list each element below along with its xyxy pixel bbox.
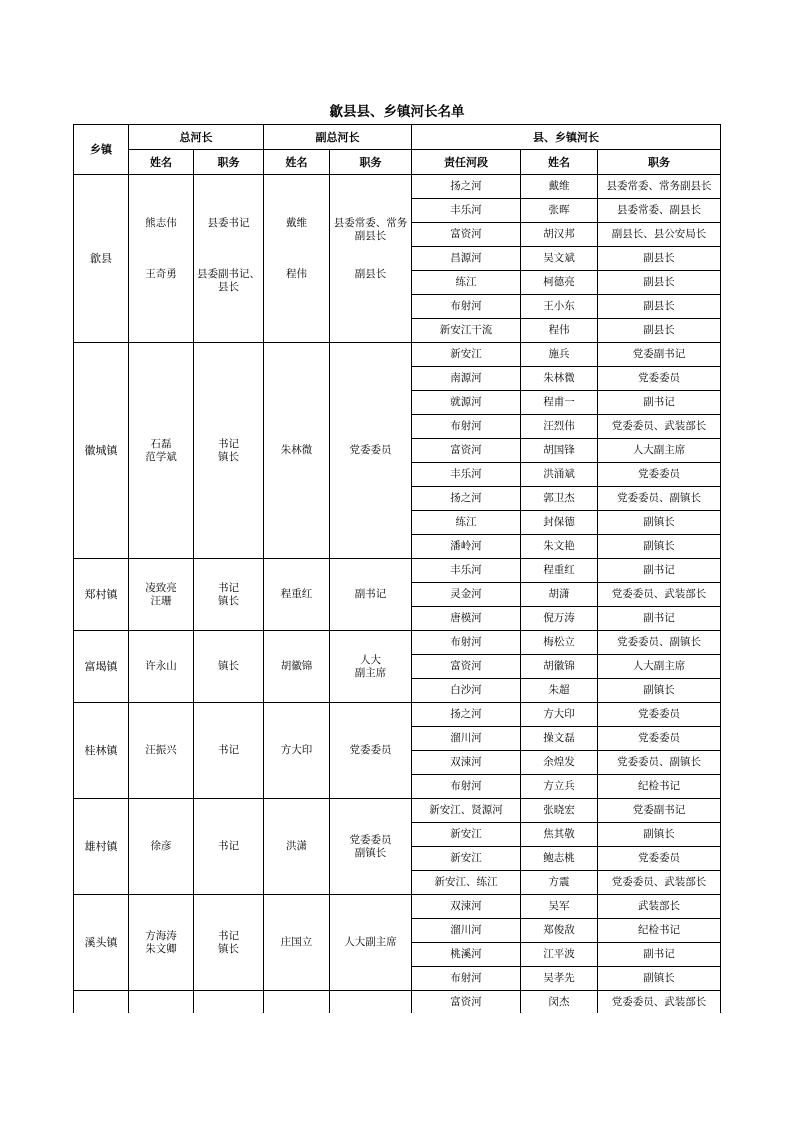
deputy-name-cell [264, 175, 330, 343]
river-section-cell: 布射河 [412, 415, 521, 439]
river-section-cell: 双涑河 [412, 895, 521, 919]
river-chief-duty-cell: 副县长、县公安局长 [598, 223, 721, 247]
river-chief-name-cell: 方震 [521, 871, 598, 895]
header-local-chief: 县、乡镇河长 [412, 125, 721, 150]
header-river-section: 责任河段 [412, 150, 521, 175]
river-section-cell: 新安江、贤源河 [412, 799, 521, 823]
page-title: 歙县县、乡镇河长名单 [329, 104, 465, 120]
river-chief-name-cell: 江平波 [521, 943, 598, 967]
header-chief: 总河长 [129, 125, 264, 150]
river-chief-name-cell: 朱超 [521, 679, 598, 703]
river-chief-duty-cell: 纪检书记 [598, 919, 721, 943]
deputy-duty-cell-part: 县委常委、常务副县长 [333, 217, 408, 242]
river-chief-name-cell: 吴孝先 [521, 967, 598, 991]
deputy-duty-cell [330, 991, 412, 1014]
river-chief-duty-cell: 武装部长 [598, 895, 721, 919]
chief-name-cell: 徐彦 [129, 799, 194, 895]
header-chief-duty: 职务 [194, 150, 264, 175]
chief-name-cell [129, 175, 194, 343]
river-chief-duty-cell: 副镇长 [598, 823, 721, 847]
river-section-cell: 双涑河 [412, 751, 521, 775]
river-chief-duty-cell: 党委委员、副镇长 [598, 751, 721, 775]
river-section-cell: 练江 [412, 271, 521, 295]
river-chief-duty-cell: 副县长 [598, 247, 721, 271]
table-row [74, 895, 721, 919]
table-row [74, 631, 721, 655]
deputy-duty-cell: 党委委员 [330, 343, 412, 559]
river-chief-name-cell: 鲍志桃 [521, 847, 598, 871]
river-chief-duty-cell: 党委副书记 [598, 799, 721, 823]
river-chief-duty-cell: 副书记 [598, 391, 721, 415]
river-chief-duty-cell: 党委委员、武装部长 [598, 583, 721, 607]
river-chief-name-cell: 方立兵 [521, 775, 598, 799]
river-section-cell: 溜川河 [412, 727, 521, 751]
chief-name-cell: 方海涛 朱文卿 [129, 895, 194, 991]
town-cell: 徽城镇 [74, 343, 129, 559]
river-section-cell: 丰乐河 [412, 199, 521, 223]
river-chief-name-cell: 胡国锋 [521, 439, 598, 463]
deputy-duty-cell [330, 175, 412, 343]
river-chief-name-cell: 方大印 [521, 703, 598, 727]
chief-name-cell: 石磊 范学斌 [129, 343, 194, 559]
header-town: 乡镇 [74, 125, 129, 175]
deputy-name-cell: 洪潇 [264, 799, 330, 895]
river-chief-name-cell: 吴军 [521, 895, 598, 919]
river-section-cell: 丰乐河 [412, 559, 521, 583]
river-chief-name-cell: 程重红 [521, 559, 598, 583]
chief-duty-cell: 书记 [194, 799, 264, 895]
river-chief-duty-cell: 副镇长 [598, 511, 721, 535]
river-chief-name-cell: 操文磊 [521, 727, 598, 751]
river-section-cell: 南源河 [412, 367, 521, 391]
river-section-cell: 扬之河 [412, 487, 521, 511]
river-section-cell: 富资河 [412, 223, 521, 247]
table-row [74, 343, 721, 367]
deputy-name-cell: 庄国立 [264, 895, 330, 991]
river-chief-name-cell: 王小东 [521, 295, 598, 319]
deputy-duty-cell-stack [330, 175, 411, 342]
river-chief-duty-cell: 副书记 [598, 607, 721, 631]
river-section-cell: 布射河 [412, 631, 521, 655]
river-chief-name-cell: 张晖 [521, 199, 598, 223]
deputy-duty-cell-part: 副县长 [354, 268, 387, 280]
river-section-cell: 富资河 [412, 991, 521, 1014]
river-chief-duty-cell: 县委常委、副县长 [598, 199, 721, 223]
deputy-name-cell: 方大印 [264, 703, 330, 799]
river-chief-duty-cell: 党委委员 [598, 703, 721, 727]
river-chief-name-cell: 郭卫杰 [521, 487, 598, 511]
river-chief-name-cell: 柯德亮 [521, 271, 598, 295]
chief-duty-cell-part: 县委副书记、县长 [197, 268, 260, 293]
chief-duty-cell [194, 175, 264, 343]
river-chief-name-cell: 戴维 [521, 175, 598, 199]
river-chief-duty-cell: 副县长 [598, 319, 721, 343]
river-chief-duty-cell: 党委委员、副镇长 [598, 631, 721, 655]
chief-name-cell-part: 王奇勇 [145, 268, 177, 280]
chief-duty-cell: 镇长 [194, 631, 264, 703]
river-chief-name-cell: 胡汉邦 [521, 223, 598, 247]
river-section-cell: 练江 [412, 511, 521, 535]
chief-name-cell: 许永山 [129, 631, 194, 703]
river-section-cell: 桃溪河 [412, 943, 521, 967]
river-chief-duty-cell: 党委委员、武装部长 [598, 991, 721, 1014]
river-chief-name-cell: 胡徽锦 [521, 655, 598, 679]
deputy-name-cell: 朱林微 [264, 343, 330, 559]
river-chief-name-cell: 封保德 [521, 511, 598, 535]
chief-duty-cell: 书记 镇长 [194, 895, 264, 991]
river-section-cell: 新安江 [412, 343, 521, 367]
river-chief-duty-cell: 副县长 [598, 271, 721, 295]
deputy-duty-cell: 党委委员 副镇长 [330, 799, 412, 895]
chief-duty-cell [194, 991, 264, 1014]
river-chief-name-cell: 吴文斌 [521, 247, 598, 271]
river-chief-duty-cell: 副县长 [598, 295, 721, 319]
river-chief-name-cell: 焦其敬 [521, 823, 598, 847]
deputy-name-cell: 胡徽锦 [264, 631, 330, 703]
header-deputy-name: 姓名 [264, 150, 330, 175]
header-chief-name: 姓名 [129, 150, 194, 175]
chief-duty-cell-stack [194, 175, 263, 342]
table-row [74, 175, 721, 199]
river-chief-name-cell: 倪万涛 [521, 607, 598, 631]
river-chief-duty-cell: 党委委员、副镇长 [598, 487, 721, 511]
river-chief-duty-cell: 副镇长 [598, 535, 721, 559]
river-section-cell: 唐模河 [412, 607, 521, 631]
river-chief-name-cell: 施兵 [521, 343, 598, 367]
river-section-cell: 就源河 [412, 391, 521, 415]
deputy-name-cell: 程重红 [264, 559, 330, 631]
river-chief-duty-cell: 党委委员 [598, 463, 721, 487]
river-section-cell: 布射河 [412, 295, 521, 319]
river-chief-name-cell: 张晓宏 [521, 799, 598, 823]
river-chief-name-cell: 汪烈伟 [521, 415, 598, 439]
river-chief-duty-cell: 党委委员 [598, 367, 721, 391]
deputy-name-cell-part: 戴维 [286, 217, 307, 229]
river-chief-duty-cell: 副镇长 [598, 679, 721, 703]
river-chief-name-cell: 郑俊敌 [521, 919, 598, 943]
river-section-cell: 溜川河 [412, 919, 521, 943]
deputy-duty-cell: 党委委员 [330, 703, 412, 799]
river-section-cell: 新安江干流 [412, 319, 521, 343]
river-section-cell: 新安江 [412, 847, 521, 871]
table-row [74, 703, 721, 727]
river-section-cell: 白沙河 [412, 679, 521, 703]
deputy-name-cell-stack [264, 175, 329, 342]
table-row [74, 559, 721, 583]
river-chief-name-cell: 程甫一 [521, 391, 598, 415]
chief-name-cell: 凌致亮 汪珊 [129, 559, 194, 631]
river-section-cell: 丰乐河 [412, 463, 521, 487]
town-cell: 溪头镇 [74, 895, 129, 991]
chief-name-cell-stack [129, 175, 193, 342]
deputy-name-cell-part: 程伟 [286, 268, 307, 280]
river-section-cell: 昌源河 [412, 247, 521, 271]
river-chief-duty-cell: 副镇长 [598, 967, 721, 991]
river-chief-name-cell: 朱文艳 [521, 535, 598, 559]
deputy-duty-cell: 副书记 [330, 559, 412, 631]
river-chief-name-cell: 余煌发 [521, 751, 598, 775]
header-local-duty: 职务 [598, 150, 721, 175]
river-chief-name-cell: 胡潇 [521, 583, 598, 607]
river-section-cell: 扬之河 [412, 175, 521, 199]
river-section-cell: 灵金河 [412, 583, 521, 607]
town-cell [74, 991, 129, 1014]
chief-duty-cell: 书记 [194, 703, 264, 799]
river-chief-name-cell: 梅松立 [521, 631, 598, 655]
river-section-cell: 扬之河 [412, 703, 521, 727]
town-cell: 歙县 [74, 175, 129, 343]
river-section-cell: 新安江、练江 [412, 871, 521, 895]
river-section-cell: 富资河 [412, 655, 521, 679]
river-chief-duty-cell: 副书记 [598, 943, 721, 967]
river-section-cell: 新安江 [412, 823, 521, 847]
river-chief-duty-cell: 人大副主席 [598, 655, 721, 679]
deputy-name-cell [264, 991, 330, 1014]
table-row [74, 799, 721, 823]
town-cell: 郑村镇 [74, 559, 129, 631]
table-row [74, 991, 721, 1014]
river-chief-duty-cell: 副书记 [598, 559, 721, 583]
river-chief-table [73, 124, 720, 1013]
river-chief-duty-cell: 县委常委、常务副县长 [598, 175, 721, 199]
chief-duty-cell: 书记 镇长 [194, 559, 264, 631]
river-section-cell: 布射河 [412, 967, 521, 991]
river-chief-duty-cell: 党委副书记 [598, 343, 721, 367]
chief-name-cell-part: 熊志伟 [145, 217, 177, 229]
deputy-duty-cell: 人大 副主席 [330, 631, 412, 703]
river-chief-name-cell: 朱林微 [521, 367, 598, 391]
river-section-cell: 富资河 [412, 439, 521, 463]
deputy-duty-cell: 人大副主席 [330, 895, 412, 991]
river-chief-duty-cell: 人大副主席 [598, 439, 721, 463]
river-section-cell: 布射河 [412, 775, 521, 799]
town-cell: 雄村镇 [74, 799, 129, 895]
chief-name-cell: 汪振兴 [129, 703, 194, 799]
river-chief-duty-cell: 纪检书记 [598, 775, 721, 799]
chief-duty-cell: 书记 镇长 [194, 343, 264, 559]
header-deputy-duty: 职务 [330, 150, 412, 175]
town-cell: 富堨镇 [74, 631, 129, 703]
river-chief-duty-cell: 党委委员 [598, 847, 721, 871]
river-chief-name-cell: 洪涌斌 [521, 463, 598, 487]
river-chief-duty-cell: 党委委员 [598, 727, 721, 751]
header-local-name: 姓名 [521, 150, 598, 175]
river-chief-name-cell: 程伟 [521, 319, 598, 343]
chief-duty-cell-part: 县委书记 [207, 217, 250, 229]
town-cell: 桂林镇 [74, 703, 129, 799]
river-chief-name-cell: 闵杰 [521, 991, 598, 1014]
header-deputy-chief: 副总河长 [264, 125, 412, 150]
river-chief-duty-cell: 党委委员、武装部长 [598, 415, 721, 439]
chief-name-cell [129, 991, 194, 1014]
river-section-cell: 潘岭河 [412, 535, 521, 559]
river-chief-duty-cell: 党委委员、武装部长 [598, 871, 721, 895]
